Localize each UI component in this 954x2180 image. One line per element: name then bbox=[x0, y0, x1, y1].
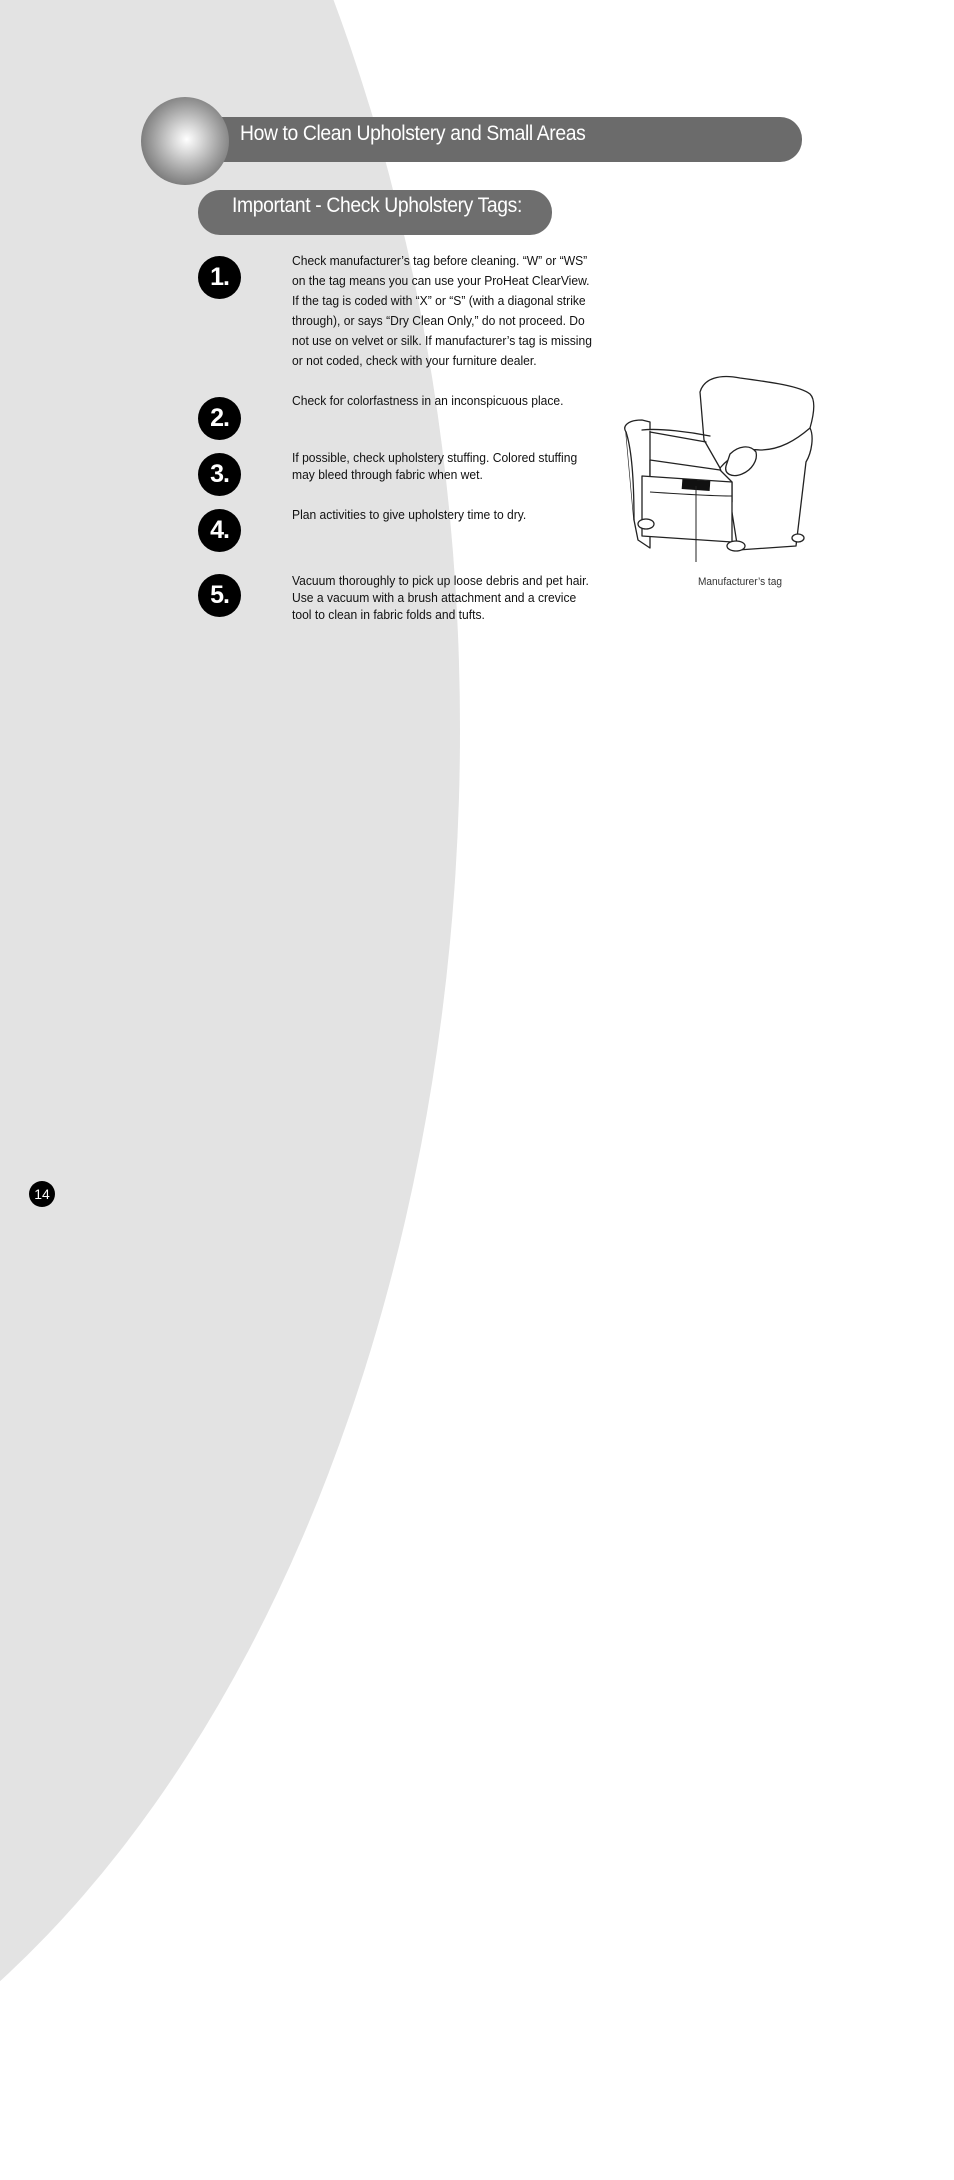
page-title: How to Clean Upholstery and Small Areas bbox=[240, 122, 586, 145]
section-title-banner bbox=[214, 117, 802, 162]
step-2-text: Check for colorfastness in an inconspicuous place. bbox=[292, 393, 564, 408]
step-4-number: 4. bbox=[198, 509, 241, 552]
subsection-title: Important - Check Upholstery Tags: bbox=[232, 194, 522, 217]
step-5-text: Vacuum thoroughly to pick up loose debris and pet hair. Use a vacuum with a brush attachment and a crevice tool to clean in fabric folds and tufts. bbox=[292, 573, 589, 622]
step-1-number: 1. bbox=[198, 256, 241, 299]
step-4-text: Plan activities to give upholstery time to dry. bbox=[292, 507, 527, 522]
step-1-text: Check manufacturer’s tag before cleaning. “W” or “WS” on the tag means you can use your ProHeat ClearView. If the tag is coded with “X” or “S” (with a diagonal strike through), or says “Dry Clean Only,” do not proceed. Do not use on velvet or silk. If manufacturer’s tag is missing or not coded, check with your furniture dealer. bbox=[292, 253, 592, 368]
illustration-caption: Manufacturer’s tag bbox=[698, 576, 783, 588]
step-2-number: 2. bbox=[198, 397, 241, 440]
step-5-number: 5. bbox=[198, 574, 241, 617]
step-3-number: 3. bbox=[198, 453, 241, 496]
armchair-illustration bbox=[620, 370, 820, 562]
subsection-banner bbox=[198, 190, 552, 235]
step-3-text: If possible, check upholstery stuffing. Colored stuffing may bleed through fabric when wet. bbox=[292, 450, 578, 482]
header-orb-decoration bbox=[141, 97, 229, 185]
page-number: 14 bbox=[29, 1181, 55, 1207]
